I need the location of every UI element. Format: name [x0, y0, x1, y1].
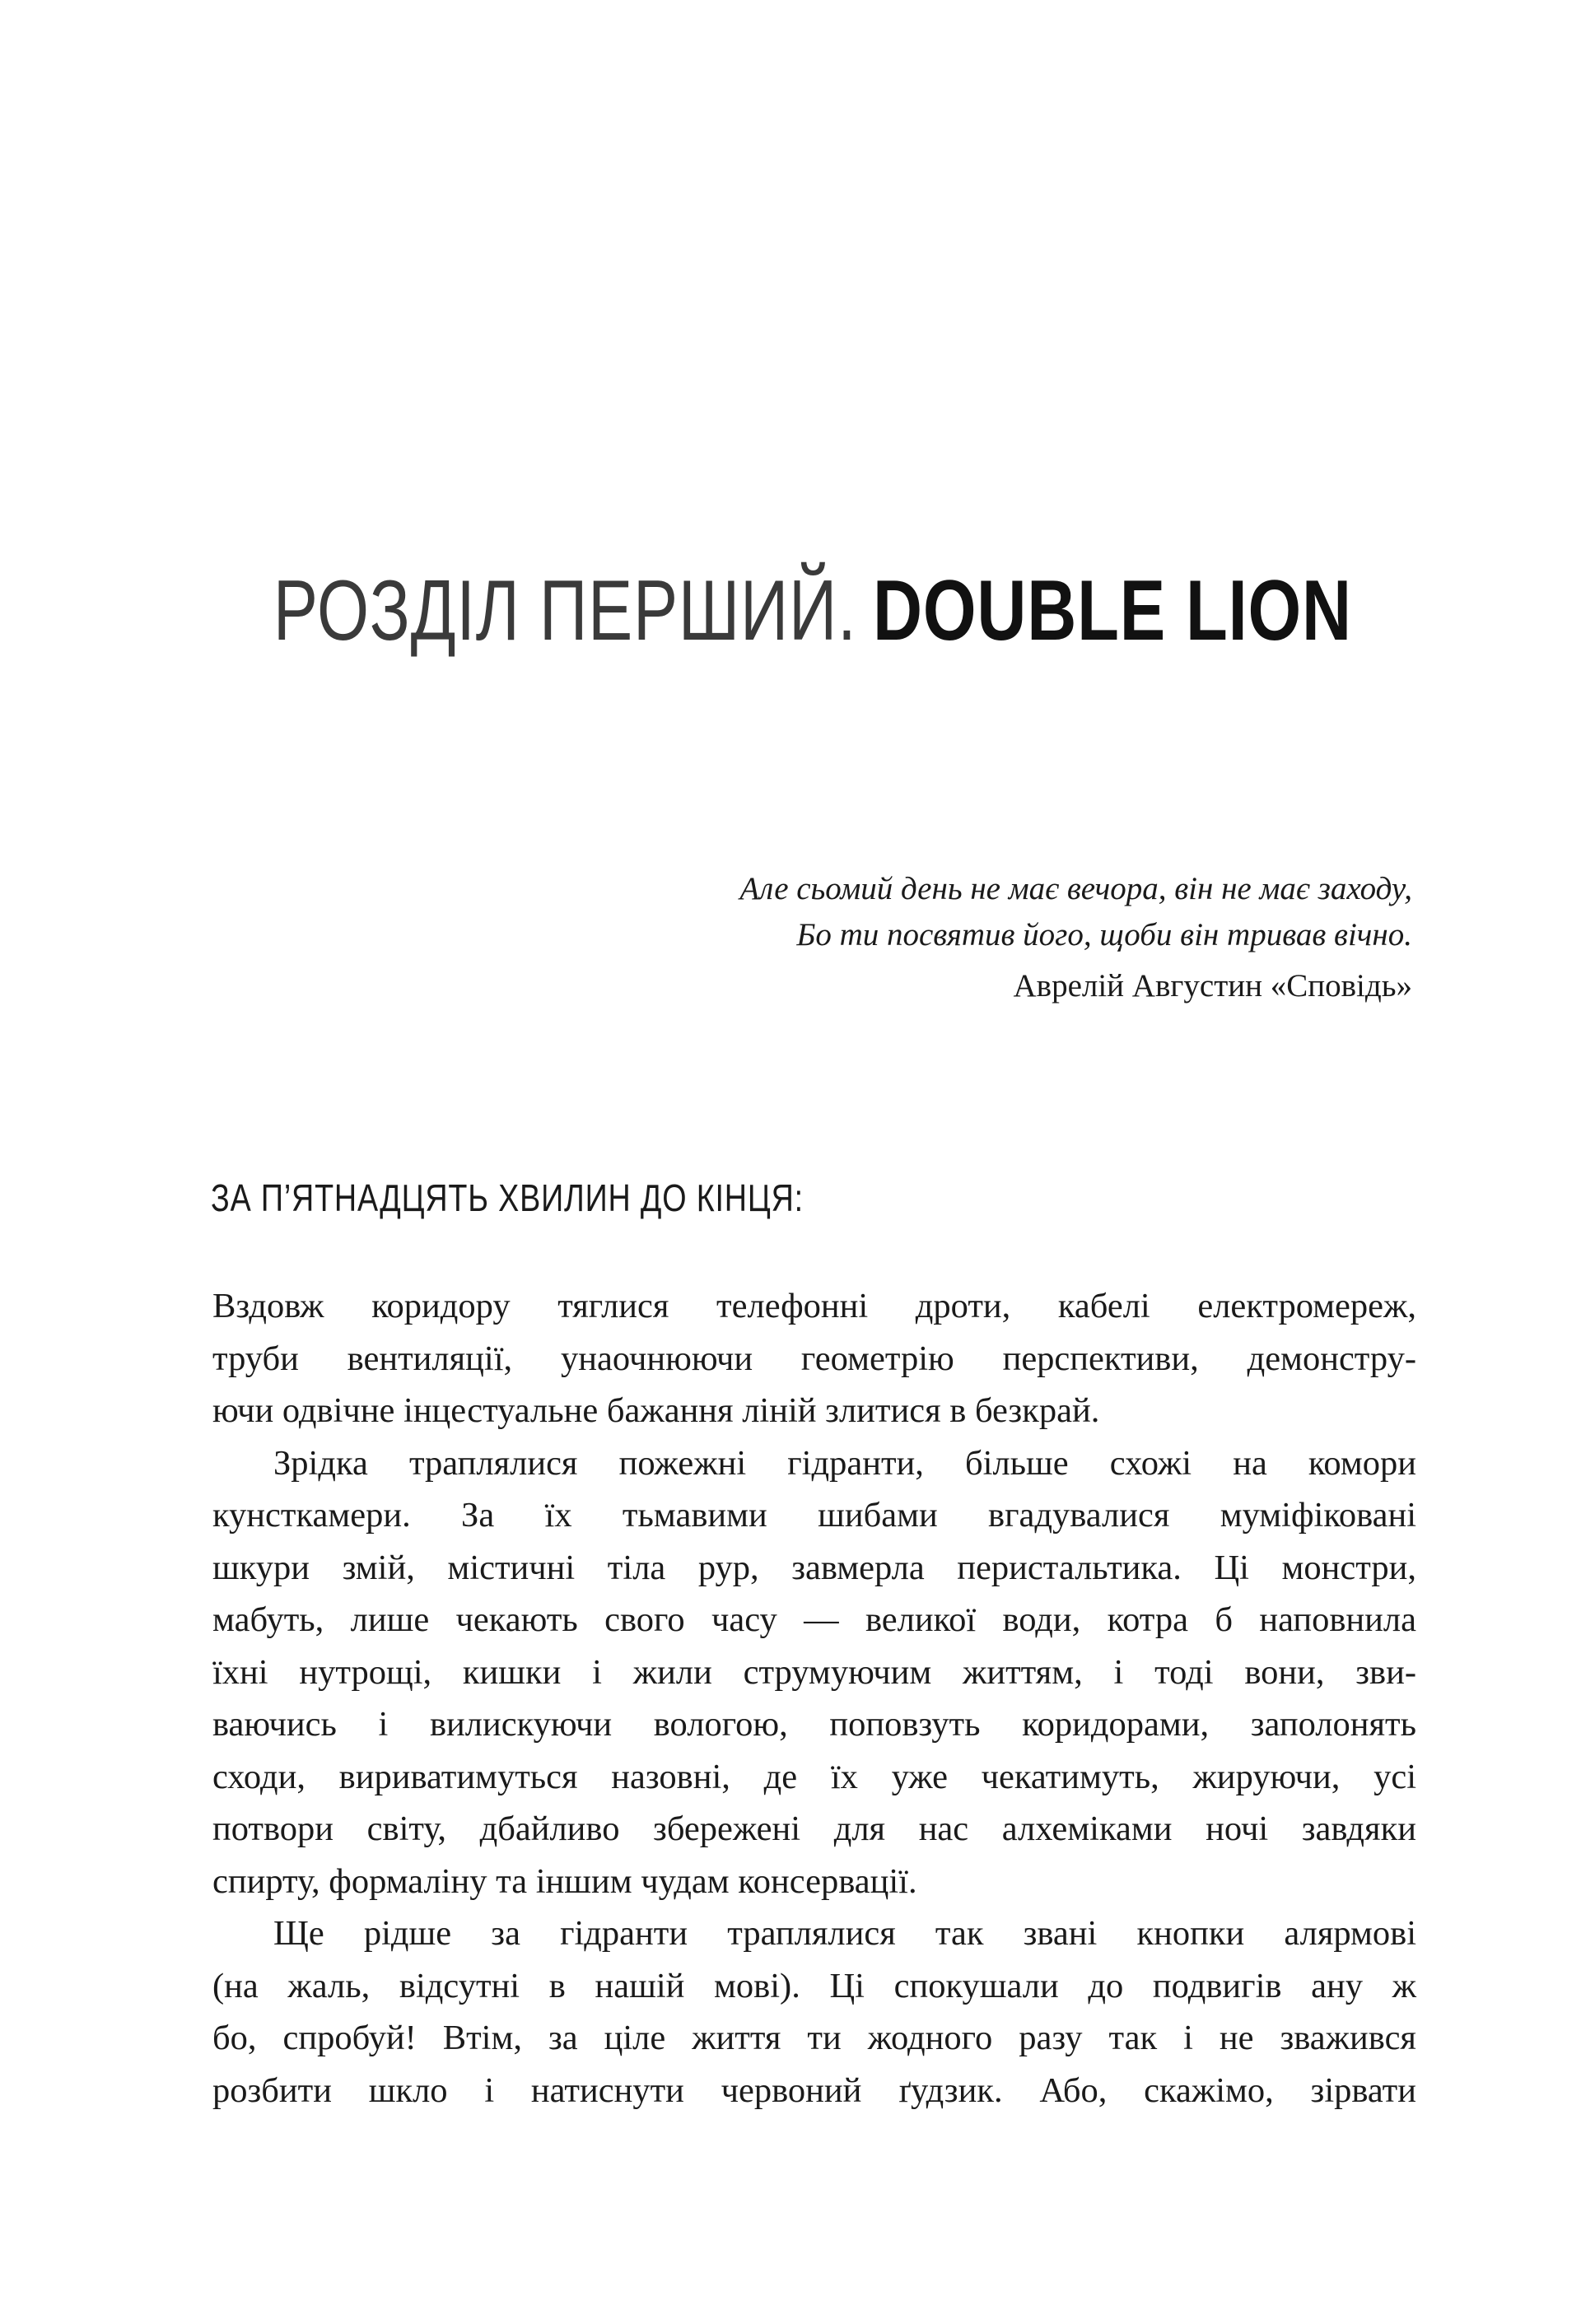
epigraph-attribution: Аврелій Августин «Сповідь»: [1013, 968, 1412, 1004]
body-line: сходи, вириватимуться назовні, де їх уже чекатимуть, жируючи, усі: [212, 1757, 1416, 1796]
body-line: Вздовж коридору тяглися телефонні дроти, кабелі електромереж,: [212, 1287, 1416, 1325]
body-line: ючи одвічне інцестуальне бажання ліній злитися в безкрай.: [212, 1391, 1100, 1430]
chapter-title-name: DOUBLE LION: [873, 563, 1353, 659]
body-line: Ще рідше за гідранти траплялися так звані кнопки алярмові: [273, 1914, 1416, 1953]
epigraph-line-2: Бо ти посвятив його, щоби він тривав вічно.: [796, 917, 1412, 952]
epigraph: [424, 866, 1412, 1009]
body-line: кунсткамери. За їх тьмавими шибами вгадувалися муміфіковані: [212, 1496, 1416, 1535]
section-heading: ЗА П’ЯТНАДЦЯТЬ ХВИЛИН ДО КІНЦЯ:: [211, 1176, 804, 1219]
body-line: Зрідка траплялися пожежні гідранти, більше схожі на комори: [273, 1443, 1416, 1483]
body-line: потвори світу, дбайливо збережені для нас алхеміками ночі завдяки: [212, 1809, 1416, 1848]
body-line: (на жаль, відсутні в нашій мові). Ці спокушали до подвигів ану ж: [212, 1966, 1416, 2005]
body-line: їхні нутрощі, кишки і жили струмуючим життям, і тоді вони, зви-: [212, 1652, 1416, 1692]
body-line: труби вентиляції, унаочнюючи геометрію перспективи, демонстру-: [212, 1339, 1416, 1378]
body-line: спирту, формаліну та іншим чудам консервації.: [212, 1861, 917, 1901]
epigraph-line-1: Але сьомий день не має вечора, він не має заходу,: [739, 871, 1412, 906]
body-line: ваючись і вилискуючи вологою, поповзуть коридорами, заполонять: [212, 1705, 1416, 1744]
chapter-title: [0, 561, 1581, 660]
body-text: [212, 1280, 1416, 2117]
body-line: бо, спробуй! Втім, за ціле життя ти жодного разу так і не зважився: [212, 2019, 1416, 2057]
body-line: розбити шкло і натиснути червоний ґудзик. Або, скажімо, зірвати: [212, 2070, 1416, 2110]
body-line: мабуть, лише чекають свого часу — великої води, котра б наповнила: [212, 1600, 1416, 1639]
body-line: шкури змій, містичні тіла рур, завмерла перистальтика. Ці монстри,: [212, 1548, 1416, 1587]
chapter-title-number: РОЗДІЛ ПЕРШИЙ.: [273, 563, 857, 659]
